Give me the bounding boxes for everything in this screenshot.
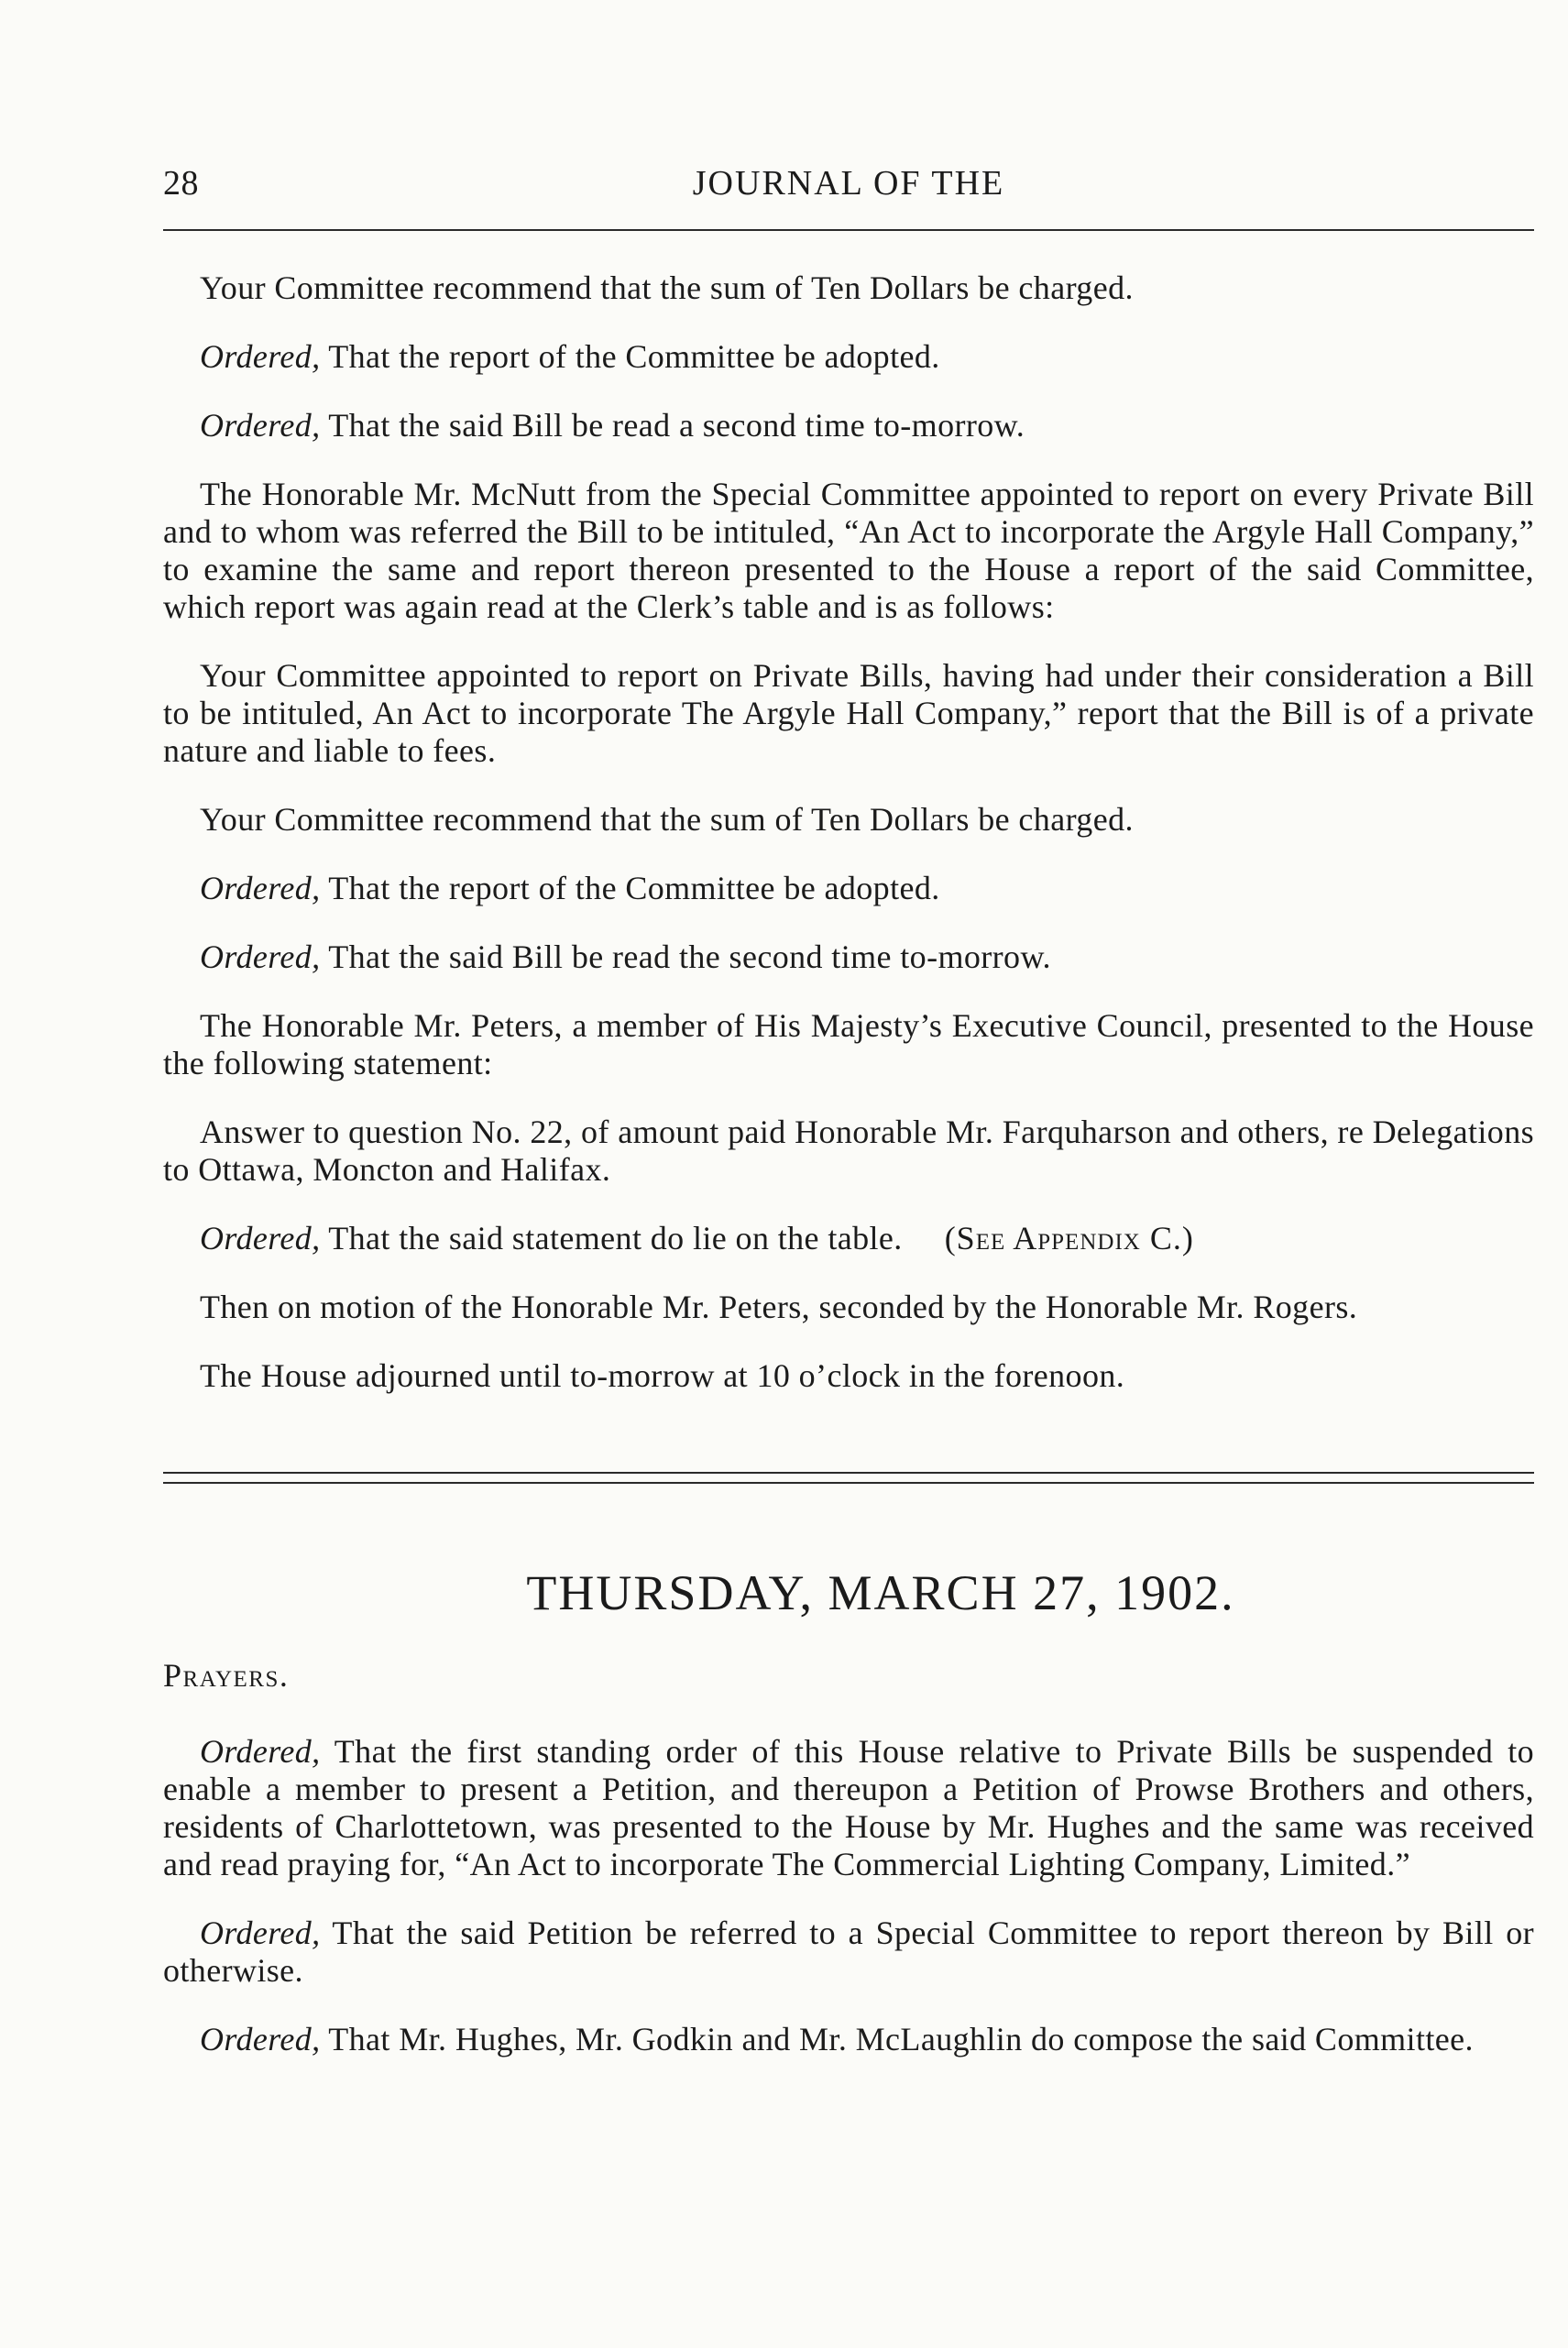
paragraph: Your Committee recommend that the sum of Ten Dollars be charged.: [200, 269, 1134, 306]
paragraph: Answer to question No. 22, of amount paid Honorable Mr. Farquharson and others, re Delegations to Ottawa, Moncton and Halifax.: [163, 1114, 1534, 1188]
paragraph: Your Committee appointed to report on Private Bills, having had under their consideration a Bill to be intituled, An Act to incorporate The Argyle Hall Company,” report that the Bill is of a private nature and liable to fees.: [163, 657, 1534, 769]
section-divider: [163, 1472, 1534, 1484]
ordered-text: That Mr. Hughes, Mr. Godkin and Mr. McLaughlin do compose the said Committee.: [320, 2021, 1474, 2057]
appendix-reference: (See Appendix C.): [944, 1220, 1194, 1256]
page-header: [163, 156, 1534, 220]
ordered-text: That the said Bill be read the second time to-morrow.: [320, 938, 1051, 975]
ordered-text: That the said Bill be read a second time to-morrow.: [320, 407, 1025, 444]
prayers-heading: Prayers.: [163, 1657, 290, 1694]
journal-content: [163, 269, 1534, 2058]
ordered-paragraph: [163, 407, 1534, 444]
ordered-label: Ordered,: [200, 870, 321, 906]
ordered-paragraph: [163, 338, 1534, 376]
ordered-text: That the said statement do lie on the table.: [320, 1220, 903, 1256]
header-rule: [163, 229, 1534, 231]
ordered-paragraph: [163, 2021, 1534, 2058]
ordered-text: That the said Petition be referred to a Special Committee to report thereon by Bill or otherwise.: [163, 1915, 1534, 1989]
ordered-label: Ordered,: [200, 338, 321, 375]
paragraph: Your Committee recommend that the sum of Ten Dollars be charged.: [200, 801, 1134, 838]
ordered-paragraph: [163, 870, 1534, 907]
paragraph: Then on motion of the Honorable Mr. Peters, seconded by the Honorable Mr. Rogers.: [200, 1289, 1358, 1325]
journal-page: [163, 156, 1534, 2090]
ordered-text: That the report of the Committee be adopted.: [320, 870, 940, 906]
page-number: 28: [163, 164, 199, 203]
ordered-label: Ordered,: [200, 407, 321, 444]
paragraph: The Honorable Mr. Peters, a member of His Majesty’s Executive Council, presented to the House the following statement:: [163, 1007, 1534, 1081]
ordered-paragraph: [163, 938, 1534, 976]
ordered-label: Ordered,: [200, 938, 321, 975]
ordered-label: Ordered,: [200, 1220, 321, 1256]
ordered-paragraph: [163, 1733, 1534, 1883]
ordered-paragraph: [163, 1915, 1534, 1990]
ordered-label: Ordered,: [200, 1733, 321, 1770]
ordered-label: Ordered,: [200, 1915, 321, 1951]
date-heading: THURSDAY, MARCH 27, 1902.: [526, 1565, 1235, 1620]
ordered-label: Ordered,: [200, 2021, 321, 2057]
ordered-text: That the report of the Committee be adopted.: [320, 338, 940, 375]
ordered-text: That the first standing order of this House relative to Private Bills be suspended to enable a member to present a Petition, and thereupon a Petition of Prowse Brothers and others, residents of Charlottetown, was presented to the House by Mr. Hughes and the same was received and read praying for, “An Act to incorporate The Commercial Lighting Company, Limited.”: [163, 1733, 1534, 1882]
paragraph: The House adjourned until to-morrow at 10 o’clock in the forenoon.: [200, 1357, 1125, 1394]
paragraph: The Honorable Mr. McNutt from the Special Committee appointed to report on every Private Bill and to whom was referred the Bill to be intituled, “An Act to incorporate the Argyle Hall Company,” to examine the same and report thereon presented to the House a report of the said Committee, which report was again read at the Clerk’s table and is as follows:: [163, 476, 1534, 625]
ordered-paragraph: [163, 1220, 1534, 1257]
running-head: JOURNAL OF THE: [692, 164, 1005, 203]
